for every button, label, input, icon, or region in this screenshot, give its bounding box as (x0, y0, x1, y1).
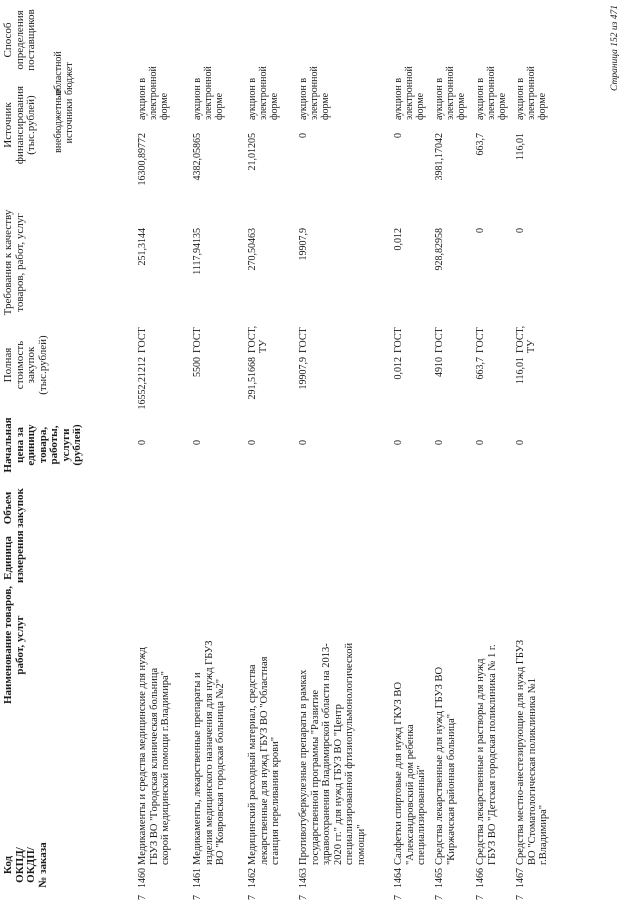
row-method: аукцион в электронной форме (192, 66, 225, 120)
row-price: 0 (475, 440, 486, 445)
row-price: 0 (515, 440, 526, 445)
row-requirements: ГОСТ (137, 327, 148, 353)
row-code: 7 (192, 895, 203, 900)
row-order-number: 1462 (247, 868, 258, 888)
row-total: 0,012 (393, 357, 404, 380)
row-order-number: 1460 (137, 868, 148, 888)
row-method: аукцион в электронной форме (515, 66, 548, 120)
row-regional-budget: 1117,94135 (192, 228, 203, 275)
row-method: аукцион в электронной форме (434, 66, 467, 120)
page-number: Страница 152 из 471 (610, 5, 620, 91)
row-method: аукцион в электронной форме (393, 66, 426, 120)
row-name: Средства местно-анестезирующие для нужд ГБУЗ ВО "Стоматологическая поликлиника №1 г.Владимира" (515, 639, 549, 865)
row-order-number: 1465 (434, 868, 445, 888)
row-extra-budget: 21,01205 (247, 133, 258, 171)
row-name: Средства лекарственные для нужд ГБУЗ ВО "Киржачская районная больница" (434, 666, 457, 865)
row-name: Противотуберкулезные препараты в рамках государственной программы "Развитие здравоохранения Владимирской области на 2013-2020 гг." для нужд ГБУЗ ВО "Центр специализированной фтизиопульмонологической помощи" (298, 642, 367, 865)
row-extra-budget: 16300,89772 (137, 133, 148, 186)
header-code-line: № заказа (36, 842, 49, 888)
row-price: 0 (247, 440, 258, 445)
row-code: 7 (393, 895, 404, 900)
row-extra-budget: 4382,05865 (192, 133, 203, 181)
row-price: 0 (434, 440, 445, 445)
row-requirements: ГОСТ (192, 327, 203, 353)
row-requirements: ГОСТ (298, 327, 309, 353)
row-extra-budget: 116,01 (515, 133, 526, 161)
row-total: 5500 (192, 357, 203, 377)
row-name: Средства лекарственные и растворы для нужд ГБУЗ ВО "Детская городская поликлиника № 1 г. (475, 644, 498, 865)
row-requirements: ГОСТ (393, 327, 404, 353)
row-order-number: 1467 (515, 868, 526, 888)
row-extra-budget: 3981,17042 (434, 133, 445, 181)
row-code: 7 (298, 895, 309, 900)
header-unit: Единица измерения (2, 530, 26, 583)
row-code: 7 (515, 895, 526, 900)
row-code: 7 (434, 895, 445, 900)
row-regional-budget: 0 (515, 228, 526, 233)
row-price: 0 (298, 440, 309, 445)
header-code-line: ОКПД/ (13, 847, 26, 883)
row-total: 291,51668 (247, 357, 258, 400)
row-extra-budget: 0 (393, 133, 404, 138)
row-total: 16552,21212 (137, 357, 148, 410)
header-volume: Объем закупок (2, 488, 26, 528)
row-extra-budget: 663,7 (475, 133, 486, 156)
row-method: аукцион в электронной форме (475, 66, 508, 120)
header-source-extra: внебюджетные источники (53, 89, 75, 153)
row-name: Медикаменты, лекарственные препараты и изделия медицинского назначения для нужд ГБУЗ ВО "Ковровская городская больница №2" (192, 640, 226, 865)
row-regional-budget: 0,012 (393, 228, 404, 251)
row-total: 116,01 (515, 357, 526, 385)
row-method: аукцион в электронной форме (247, 66, 280, 120)
header-method: Способ определения поставщиков (2, 9, 37, 71)
row-regional-budget: 928,82958 (434, 228, 445, 271)
header-code-line: Код (2, 855, 14, 875)
row-extra-budget: 0 (298, 133, 309, 138)
row-price: 0 (393, 440, 404, 445)
row-order-number: 1466 (475, 868, 486, 888)
row-regional-budget: 0 (475, 228, 486, 233)
row-name: Медикаменты и средства медицинские для нужд ГБУЗ ВО "Городская клиническая больница скорой медицинской помощи г.Владимира" (137, 647, 171, 865)
row-name: Салфетки спиртовые для нужд ГКУЗ ВО "Александровский дом ребенка специализированный" (393, 681, 427, 865)
row-method: аукцион в электронной форме (298, 66, 331, 120)
row-code: 7 (137, 895, 148, 900)
row-order-number: 1464 (393, 868, 404, 888)
header-code (3, 830, 49, 900)
header-initial-price: Начальная цена за единицу товара, работы, услуги (рублей) (2, 417, 83, 473)
row-requirements: ГОСТ, ТУ (515, 325, 537, 353)
row-price: 0 (137, 440, 148, 445)
header-requirements: Требования к качеству товаров, работ, услуг (2, 209, 26, 316)
header-full-cost: Полная стоимость закупок (тыс.рублей) (2, 335, 49, 395)
row-code: 7 (247, 895, 258, 900)
row-total: 4910 (434, 357, 445, 377)
header-name: Наименование товаров, работ, услуг (2, 585, 26, 705)
row-requirements: ГОСТ (475, 327, 486, 353)
row-regional-budget: 251,3144 (137, 228, 148, 266)
row-total: 663,7 (475, 357, 486, 380)
row-code: 7 (475, 895, 486, 900)
row-name: Медицинский расходный материал, средства лекарственные для нужд ГБУЗ ВО "Областная станция переливания крови" (247, 656, 281, 865)
header-source-regional: областной бюджет (53, 51, 75, 95)
row-requirements: ГОСТ (434, 327, 445, 353)
header-sources-title: Источник финансирования (тыс.рублей) (2, 85, 37, 165)
row-requirements: ГОСТ, ТУ (247, 325, 269, 353)
row-price: 0 (192, 440, 203, 445)
row-total: 19907,9 (298, 357, 309, 390)
header-code-line: ОКДП/ (25, 847, 37, 883)
row-order-number: 1463 (298, 868, 309, 888)
row-order-number: 1461 (192, 868, 203, 888)
row-regional-budget: 19907,9 (298, 228, 309, 261)
row-regional-budget: 270,50463 (247, 228, 258, 271)
row-method: аукцион в электронной форме (137, 66, 170, 120)
